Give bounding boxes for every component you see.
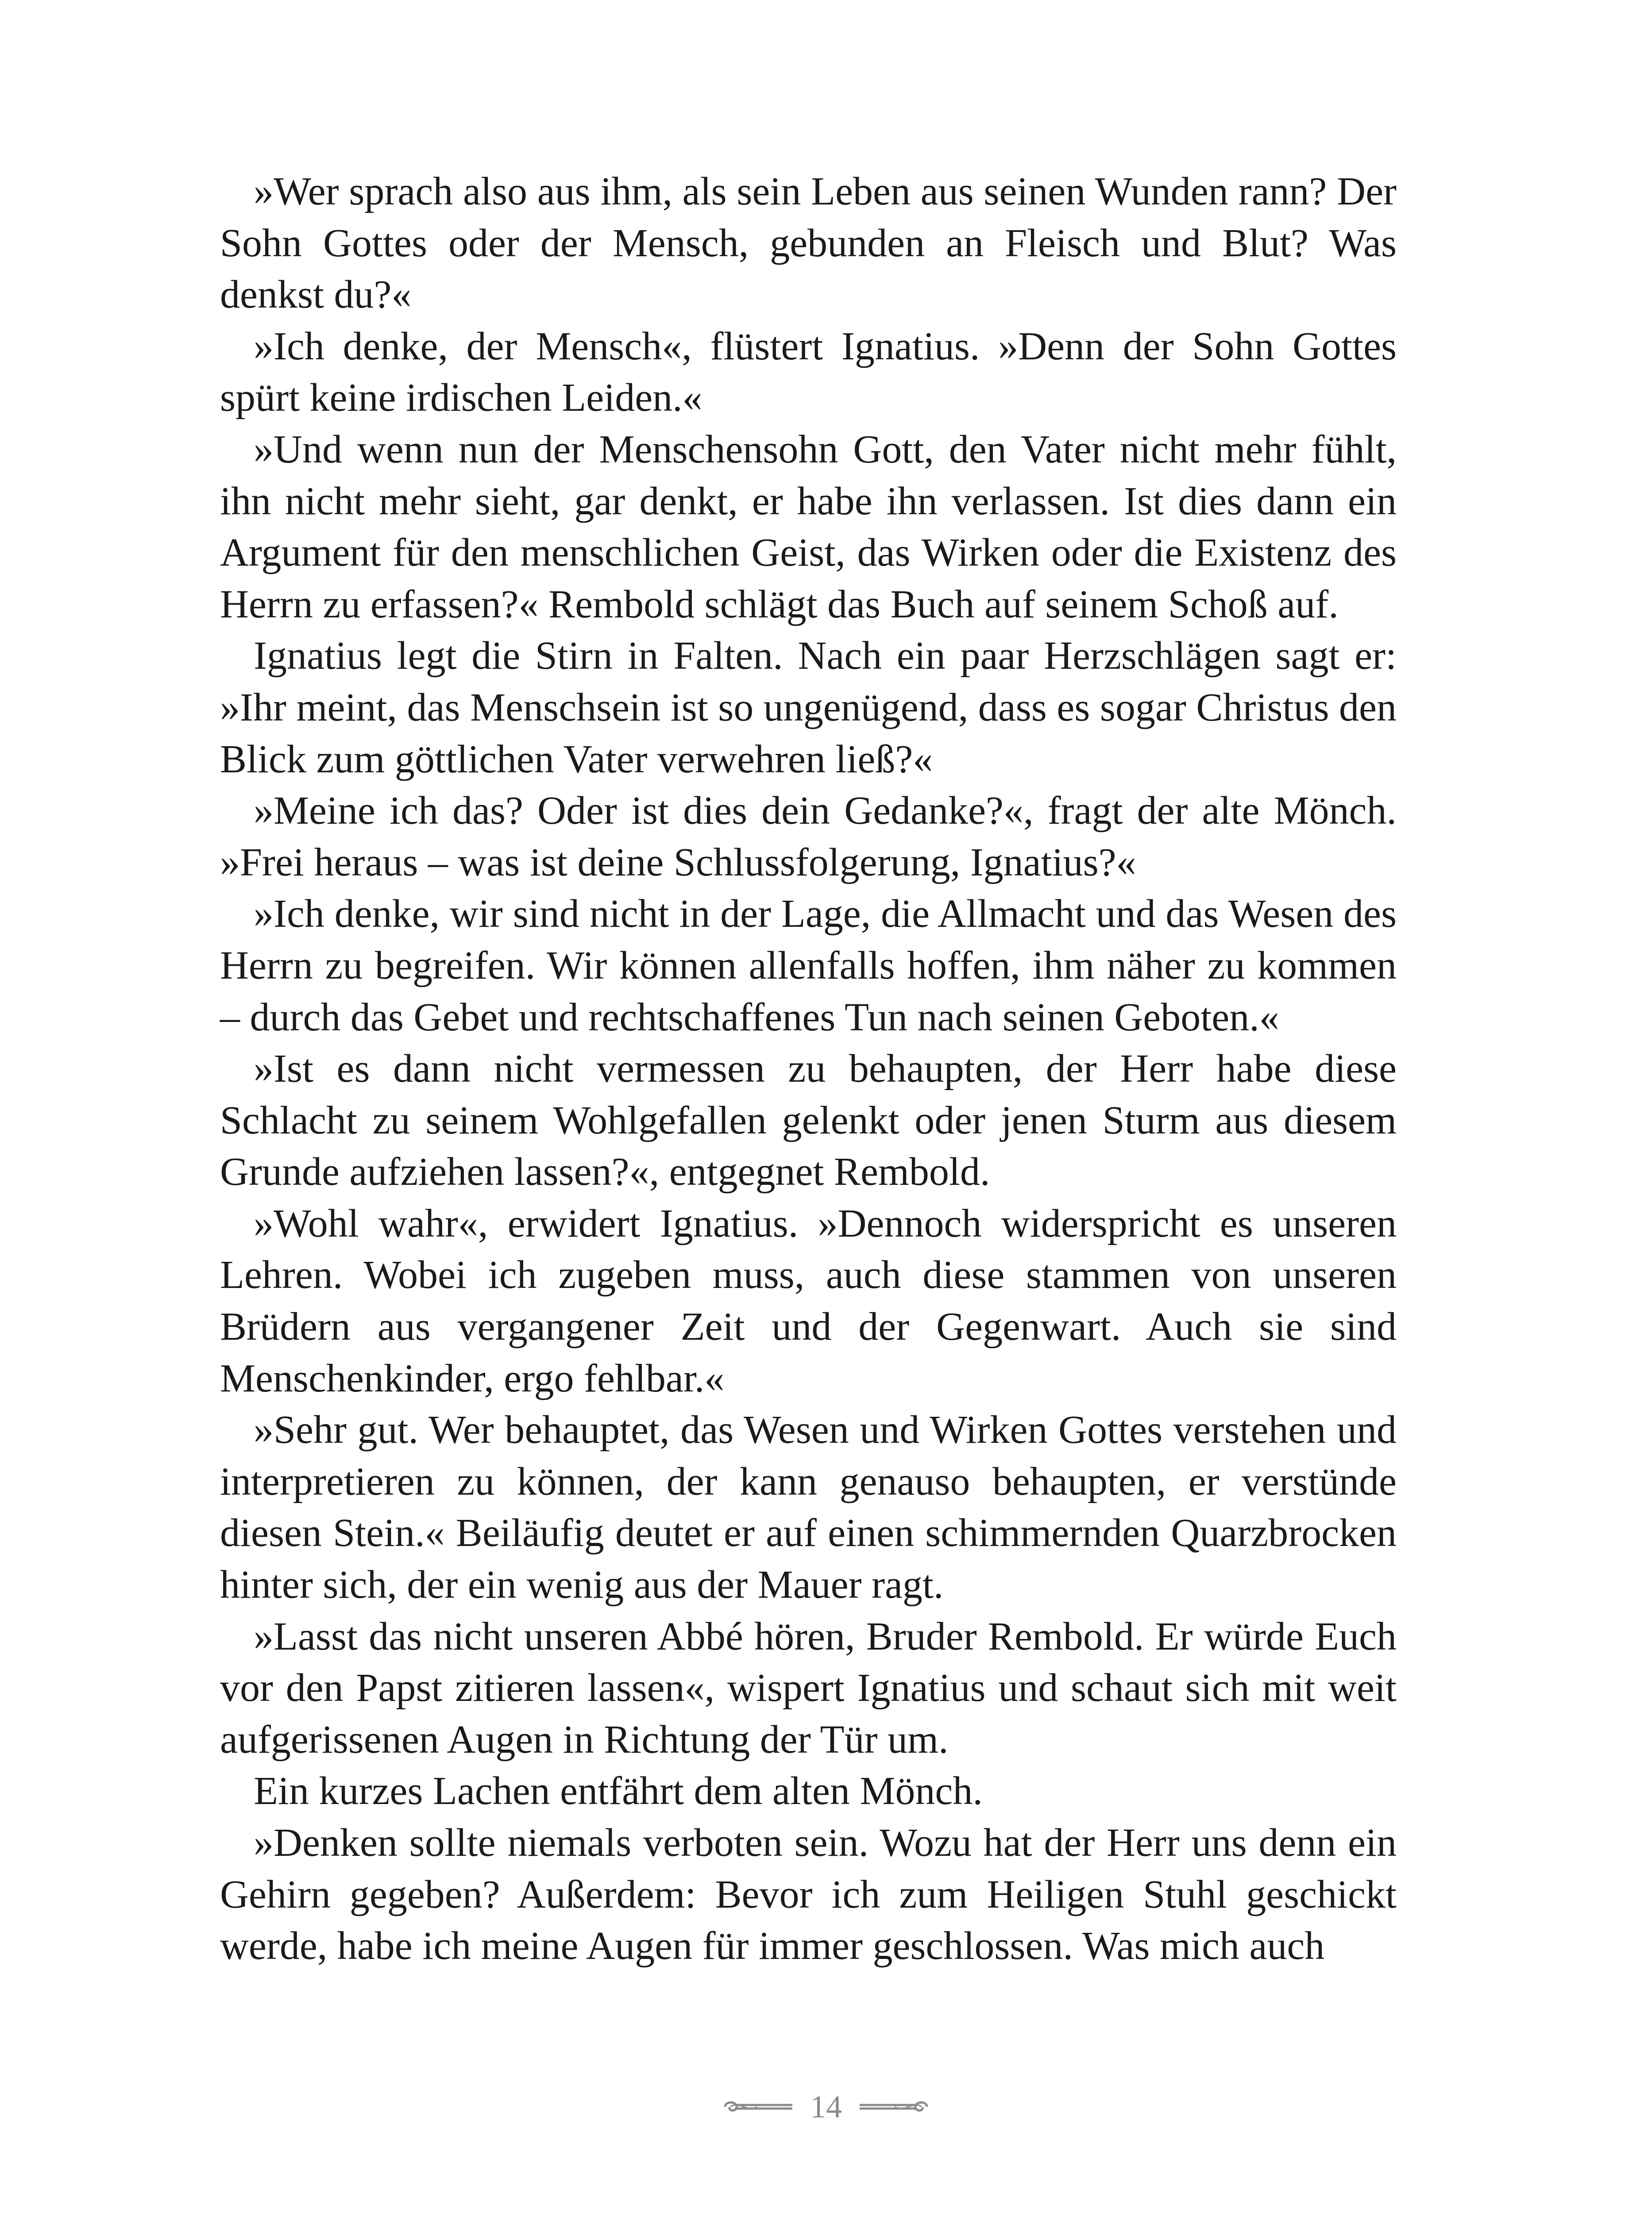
page-number: 14 <box>810 2089 842 2124</box>
paragraph: Ignatius legt die Stirn in Falten. Nach ein paar Herzschlägen sagt er: »Ihr meint, das Menschsein ist so ungenügend, dass es sogar Christus den Blick zum göttlichen Vater verwehren ließ?« <box>220 634 1397 781</box>
paragraph: »Lasst das nicht unseren Abbé hören, Bruder Rembold. Er würde Euch vor den Papst zitieren lassen«, wispert Ignatius und schaut sich mit weit aufgerissenen Augen in Richtung der Tür um. <box>220 1614 1397 1762</box>
paragraph: »Sehr gut. Wer behauptet, das Wesen und Wirken Gottes verstehen und interpretieren zu können, der kann genauso behaupten, er verstünde diesen Stein.« Beiläufig deutet er auf einen schimmernden Quarzbrocken hinter sich, der ein wenig aus der Mauer ragt. <box>220 1408 1397 1607</box>
paragraph: »Wer sprach also aus ihm, als sein Leben aus seinen Wunden rann? Der Sohn Gottes oder der Mensch, gebunden an Fleisch und Blut? Was denkst du?« <box>220 170 1397 317</box>
paragraph: Ein kurzes Lachen entfährt dem alten Mönch. <box>254 1769 983 1813</box>
page-footer <box>0 2080 1652 2133</box>
paragraph: »Und wenn nun der Menschensohn Gott, den Vater nicht mehr fühlt, ihn nicht mehr sieht, gar denkt, er habe ihn verlassen. Ist dies dann ein Argument für den menschlichen Geist, das Wirken oder die Existenz des Herrn zu erfassen?« Rembold schlägt das Buch auf seinem Schoß auf. <box>220 427 1397 626</box>
scroll-flourish-right-icon <box>855 2096 930 2118</box>
paragraph: »Ich denke, der Mensch«, flüstert Ignatius. »Denn der Sohn Gottes spürt keine irdischen Leiden.« <box>220 324 1397 420</box>
paragraph: »Wohl wahr«, erwidert Ignatius. »Dennoch widerspricht es unseren Lehren. Wobei ich zugeben muss, auch diese stammen von unseren Brüdern aus vergangener Zeit und der Gegenwart. Auch sie sind Menschenkinder, ergo fehlbar.« <box>220 1201 1397 1400</box>
body-text <box>220 166 1397 1972</box>
scroll-flourish-left-icon <box>722 2096 797 2118</box>
paragraph: »Ist es dann nicht vermessen zu behaupten, der Herr habe diese Schlacht zu seinem Wohlgefallen gelenkt oder jenen Sturm aus diesem Grunde aufziehen lassen?«, entgegnet Rembold. <box>220 1047 1397 1194</box>
paragraph: »Ich denke, wir sind nicht in der Lage, die Allmacht und das Wesen des Herrn zu begreifen. Wir können allenfalls hoffen, ihm näher zu kommen – durch das Gebet und rechtschaffenes Tun nach seinen Geboten.« <box>220 892 1397 1039</box>
paragraph: »Denken sollte niemals verboten sein. Wozu hat der Herr uns denn ein Gehirn gegeben? Außerdem: Bevor ich zum Heiligen Stuhl geschickt werde, habe ich meine Augen für immer geschlossen. Was mich auch <box>220 1821 1397 1968</box>
paragraph: »Meine ich das? Oder ist dies dein Gedanke?«, fragt der alte Mönch. »Frei heraus – was ist deine Schlussfolgerung, Ignatius?« <box>220 789 1397 884</box>
